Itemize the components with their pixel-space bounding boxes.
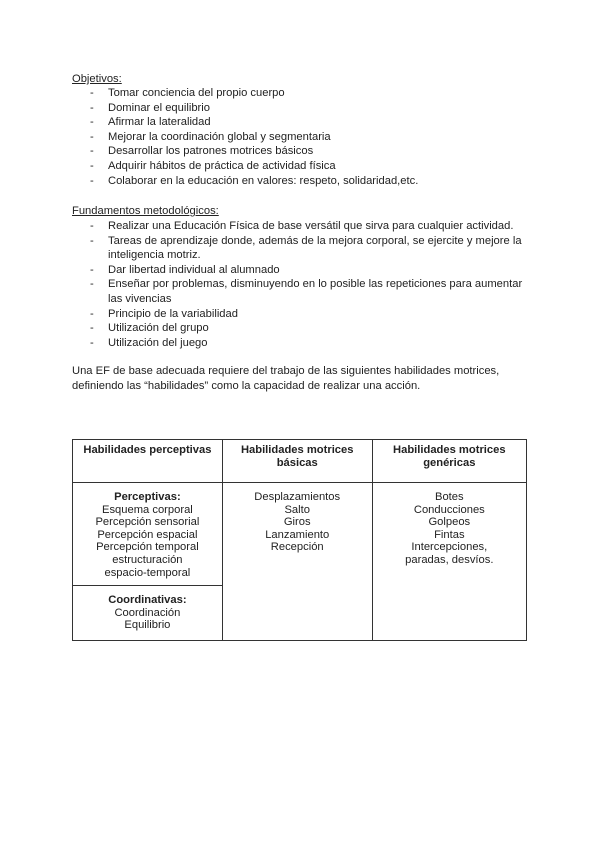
table-row [73, 483, 527, 586]
list-item: - Utilización del grupo [72, 321, 532, 336]
list-item: - Dar libertad individual al alumnado [72, 263, 532, 278]
list-item: Coordinación [114, 606, 181, 619]
table-header-row [73, 440, 527, 483]
cell-basicas [222, 483, 372, 641]
list-item: - Desarrollar los patrones motrices básicos [72, 144, 532, 159]
list-item: Fintas [434, 528, 465, 541]
list-item: Desplazamientos [254, 491, 341, 503]
list-item: - Realizar una Educación Física de base versátil que sirva para cualquier actividad. [72, 219, 532, 234]
list-item: Lanzamiento [265, 528, 330, 541]
list-item: - Afirmar la lateralidad [72, 115, 532, 130]
list-item: - Utilización del juego [72, 336, 532, 351]
list-item: estructuración [112, 553, 183, 566]
list-item: Conducciones [413, 503, 485, 516]
cell-genericas [372, 483, 526, 641]
habilidades-table [72, 439, 527, 641]
list-item: Percepción espacial [97, 528, 198, 541]
intro-paragraph: Una EF de base adecuada requiere del trabajo de las siguientes habilidades motrices, definiendo las “habilidades” como la capacidad de realizar una acción. [72, 365, 500, 392]
list-item: - Tomar conciencia del propio cuerpo [72, 86, 532, 101]
list-item: Botes [435, 491, 464, 503]
list-item: Esquema corporal [102, 503, 193, 516]
list-item: Giros [283, 516, 311, 529]
cell-coordinativas [73, 586, 223, 641]
fundamentos-heading: Fundamentos metodológicos: [72, 205, 219, 217]
list-item: - Tareas de aprendizaje donde, además de la mejora corporal, se ejercite y mejore la inteligencia motriz. [72, 234, 532, 263]
list-item: - Mejorar la coordinación global y segmentaria [72, 130, 532, 145]
list-item: Intercepciones, paradas, desvíos. [405, 541, 494, 566]
list-item: Percepción sensorial [95, 516, 200, 529]
header-basicas: Habilidades motrices básicas [222, 440, 372, 483]
list-item: espacio-temporal [104, 566, 191, 579]
list-item: - Dominar el equilibrio [72, 101, 532, 116]
objetivos-heading: Objetivos: [72, 73, 122, 85]
list-item: - Adquirir hábitos de práctica de actividad física [72, 159, 532, 174]
list-item: - Enseñar por problemas, disminuyendo en lo posible las repeticiones para aumentar las vivencias [72, 277, 532, 306]
list-item: Equilibrio [124, 619, 171, 632]
list-item: Recepción [270, 541, 324, 554]
list-item: Percepción temporal [96, 541, 199, 554]
objetivos-list [72, 86, 532, 188]
list-item: - Colaborar en la educación en valores: respeto, solidaridad,etc. [72, 174, 532, 189]
list-item: Salto [284, 503, 310, 516]
header-perceptivas: Habilidades perceptivas [73, 440, 223, 483]
cell-perceptivas [73, 483, 223, 586]
header-genericas: Habilidades motrices genéricas [372, 440, 526, 483]
list-item: Golpeos [428, 516, 471, 529]
perceptivas-title: Perceptivas: [114, 491, 181, 503]
coordinativas-title: Coordinativas: [108, 594, 187, 607]
list-item: - Principio de la variabilidad [72, 307, 532, 322]
fundamentos-list [72, 219, 532, 350]
